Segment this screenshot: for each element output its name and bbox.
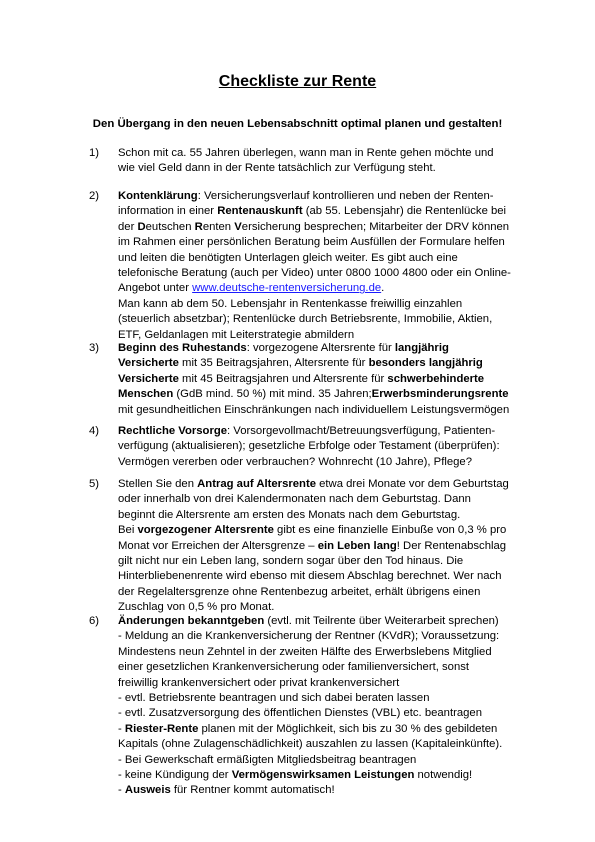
text: freiwillig krankenversichert oder privat krankenversichert [118, 676, 400, 689]
text: - evtl. Zusatzversorgung des öffentlichen Dienstes (VBL) etc. beantragen [118, 707, 482, 720]
text: ersicherung besprechen; Mitarbeiter der DRV können [241, 220, 510, 233]
text: Hinterbliebenenrente wird ebenso mit diesem Abschlag berechnet. Wer nach [118, 570, 502, 583]
item-line [118, 706, 482, 721]
text: Schon mit ca. 55 Jahren überlegen, wann man in Rente gehen möchte und [118, 147, 494, 159]
bold-text: Beginn des Ruhestands [118, 342, 247, 354]
item-line [118, 266, 511, 281]
item-line [118, 387, 509, 402]
bold-text: Erwerbsminderungsrente [371, 388, 509, 401]
bold-text: Riester-Rente [124, 722, 199, 735]
item-line [118, 523, 506, 538]
text: - evtl. Betriebsrente beantragen und sich dabei beraten lassen [118, 692, 430, 704]
text: Angebot unter [118, 282, 193, 295]
bold-text: vorgezogener Altersrente [137, 524, 274, 537]
text: wie viel Geld dann in der Rente tatsächlich zur Verfügung steht. [118, 162, 436, 175]
item-line [118, 783, 335, 798]
item-line [118, 356, 483, 371]
bold-text: Menschen [118, 388, 174, 401]
item-line [118, 341, 449, 356]
text: Vermögen vererben oder verbrauchen? Wohnrecht (10 Jahre), Pflege? [118, 455, 472, 468]
item-number: 1) [89, 147, 100, 159]
item-line [118, 251, 458, 266]
item-line [118, 737, 502, 752]
bold-text: Vermögenswirksamen Leistungen [231, 769, 415, 781]
page-subtitle: Den Übergang in den neuen Lebensabschnitt optimal planen und gestalten! [92, 118, 503, 130]
text: Monat vor Erreichen der Altersgrenze – [118, 539, 318, 552]
page-title: Checkliste zur Rente [218, 73, 377, 90]
item-line [118, 629, 499, 644]
item-line [118, 146, 494, 161]
text: und leiten die benötigten Unterlagen gleich weiter. Es gibt auch eine [118, 251, 458, 264]
item-line [118, 614, 499, 629]
item-line [118, 554, 463, 569]
bold-text: Ausweis [124, 784, 171, 797]
text: Kapitals (ohne Zulagenschädlichkeit) auszahlen zu lassen (Kapitaleinkünfte). [118, 738, 503, 751]
text: ! Der Rentenabschlag [396, 539, 507, 552]
item-line [118, 372, 484, 387]
text: information in einer [118, 205, 218, 218]
text: (GdB mind. 50 %) mit mind. 35 Jahren; [173, 388, 372, 401]
text: im Rahmen einer persönlichen Beratung beim Ausfüllen der Formulare helfen [118, 236, 505, 249]
item-line [118, 403, 509, 418]
item-line [118, 220, 509, 235]
item-line [118, 281, 384, 296]
bold-text: Rentenauskunft [217, 205, 303, 218]
text: mit gesundheitlichen Einschränkungen nach individuellem Leistungsvermögen [118, 403, 510, 416]
bold-text: Änderungen bekanntgeben [118, 615, 265, 627]
item-line [118, 508, 460, 523]
item-line [118, 691, 430, 706]
item-number: 4) [89, 425, 100, 437]
text: - Meldung an die Krankenversicherung der Rentner (KVdR); Voraussetzung: [118, 630, 500, 643]
bold-text: R [194, 220, 203, 233]
text: (steuerlich absetzbar); Rentenlücke durch Betriebsrente, Immobilie, Aktien, [118, 313, 493, 326]
item-line [118, 189, 494, 204]
text: der Regelaltersgrenze ohne Rentenbezug arbeitet, erhält übrigens einen [118, 585, 481, 598]
text: - keine Kündigung der [118, 769, 232, 781]
item-number: 5) [89, 478, 100, 490]
text: planen mit der Möglichkeit, sich bis zu 30 % des gebildeten [198, 722, 498, 735]
item-number: 6) [89, 615, 100, 627]
text: verfügung (aktualisieren); gesetzliche Erbfolge oder Testament (überprüfen): [118, 440, 500, 453]
text: für Rentner kommt automatisch! [170, 784, 335, 797]
item-line [118, 477, 509, 492]
item-line [118, 312, 492, 327]
text: : vorgezogene Altersrente für [246, 342, 395, 354]
item-line [118, 569, 501, 584]
item-line [118, 204, 506, 219]
text: telefonische Beratung (auch per Video) unter 0800 1000 4800 oder ein Online- [118, 267, 511, 279]
item-number: 3) [89, 342, 100, 354]
text: (evtl. mit Teilrente über Weiterarbeit sprechen) [264, 615, 499, 627]
item-line [118, 439, 500, 454]
text: (ab 55. Lebensjahr) die Rentenlücke bei [302, 205, 507, 218]
item-line [118, 585, 480, 600]
text: Man kann ab dem 50. Lebensjahr in Rentenkasse freiwillig einzahlen [118, 297, 463, 310]
text: einer gesetzlichen Krankenversicherung oder familienversichert, sonst [118, 661, 470, 674]
text: : Versicherungsverlauf kontrollieren und neben der Renten- [197, 190, 494, 202]
text: : Vorsorgevollmacht/Betreuungsverfügung, Patienten- [227, 425, 496, 437]
text: oder innerhalb von drei Kalendermonaten nach dem Geburtstag. Dann [118, 493, 471, 506]
bold-text: langjährig [394, 342, 449, 354]
text: - Bei Gewerkschaft ermäßigten Mitgliedsbeitrag beantragen [118, 753, 417, 766]
bold-text: V [234, 220, 242, 233]
bold-text: besonders langjährig [368, 357, 483, 370]
item-line [118, 722, 497, 737]
item-line [118, 539, 506, 554]
text: eutschen [145, 220, 195, 233]
text: - [118, 784, 125, 797]
text: ETF, Geldanlagen mit Leiterstrategie abmildern [118, 328, 355, 341]
drv-website-link[interactable]: www.deutsche-rentenversicherung.de [192, 282, 382, 295]
text: etwa drei Monate vor dem Geburtstag [316, 478, 509, 490]
bold-text: Antrag auf Altersrente [197, 478, 316, 490]
bold-text: Rechtliche Vorsorge [118, 425, 228, 437]
item-line [118, 645, 492, 660]
text: der [118, 220, 138, 233]
item-line [118, 753, 416, 768]
item-line [118, 768, 472, 783]
text: beginnt die Altersrente am ersten des Monats nach dem Geburtstag. [118, 508, 461, 521]
text: . [381, 282, 385, 295]
bold-text: ein Leben lang [317, 539, 397, 552]
item-line [118, 161, 436, 176]
text: gilt nicht nur ein Leben lang, sondern sogar über den Tod hinaus. Die [118, 555, 464, 567]
text: - [118, 722, 125, 735]
text: notwendig! [414, 769, 473, 781]
bold-text: D [137, 220, 146, 233]
item-number: 2) [89, 190, 100, 202]
text: mit 35 Beitragsjahren, Altersrente für [178, 357, 369, 370]
item-line [118, 235, 505, 250]
text: enten [202, 220, 235, 233]
item-line [118, 455, 472, 470]
item-line [118, 297, 462, 312]
item-line [118, 676, 399, 691]
bold-text: Versicherte [118, 357, 179, 370]
text: Zuschlag von 0,5 % pro Monat. [118, 601, 275, 614]
item-line [118, 660, 469, 675]
bold-text: Versicherte [118, 372, 179, 385]
text: mit 45 Beitragsjahren und Altersrente für [178, 372, 388, 385]
text: gibt es eine finanzielle Einbuße von 0,3 % pro [273, 524, 507, 537]
text: Mindestens neun Zehntel in der zweiten Hälfte des Erwerbslebens Mitglied [118, 645, 492, 658]
bold-text: schwerbehinderte [387, 372, 485, 385]
item-line [118, 424, 495, 439]
item-line [118, 492, 471, 507]
text: Bei [118, 524, 138, 537]
text: Stellen Sie den [118, 478, 198, 490]
bold-text: Kontenklärung [118, 190, 198, 202]
